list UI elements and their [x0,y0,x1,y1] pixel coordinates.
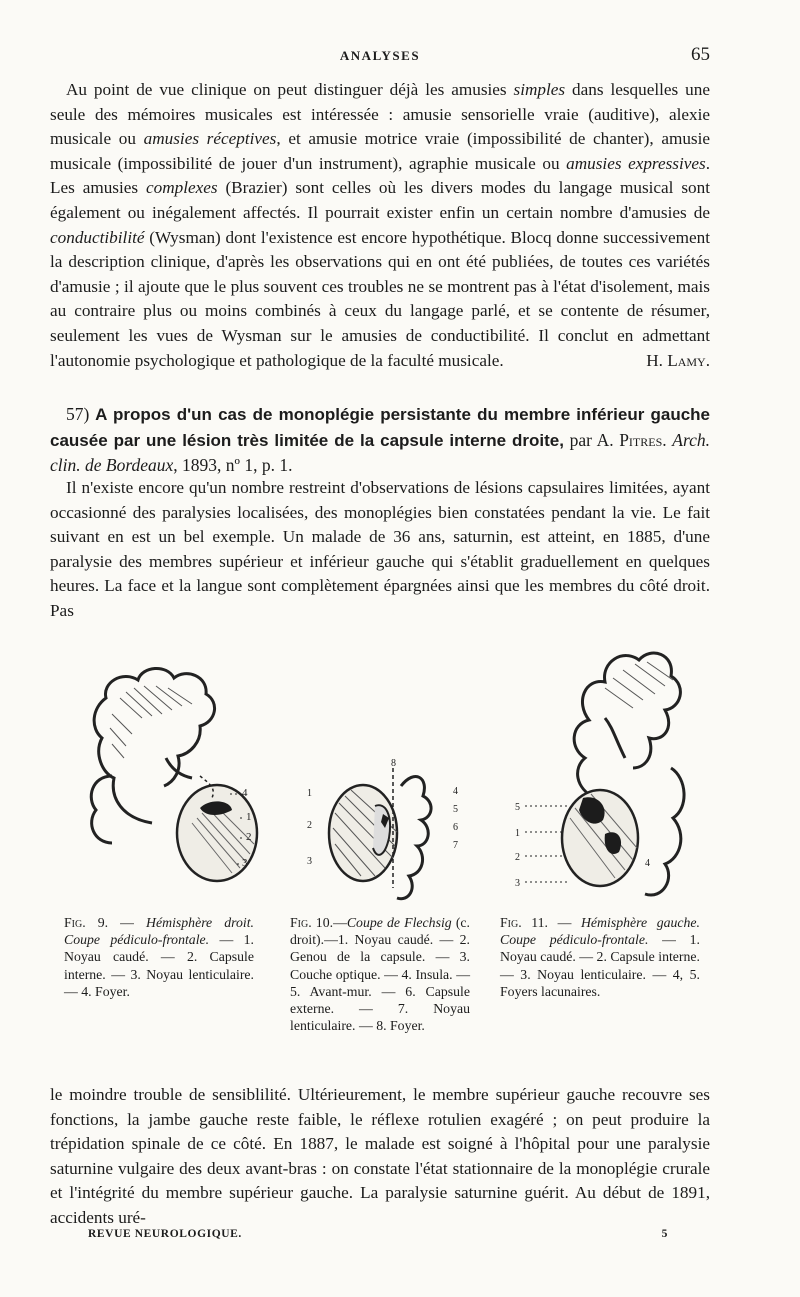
fig10-number: 5 [453,804,458,815]
fig10-number: 1 [307,788,312,799]
fig10-number: 4 [453,786,458,797]
fig11-number: 5 [515,802,520,813]
fig10-number: 8 [391,758,396,769]
figure-10-caption: Fig. 10.—Coupe de Flechsig (c. droit).—1. Noyau caudé. — 2. Genou de la capsule. — 3. Couche optique. — 4. Insula. — 5. Avant-mur. — 6. Capsule externe. — 7. Noyau lenticulaire. — 8. Foyer. [290,915,470,1034]
fig11-number: 3 [515,878,520,889]
figures-row [50,628,710,1068]
citation: , 1893, nº 1, p. 1. [173,455,293,476]
journal-name: Arch. clin. de Bordeaux [50,429,711,476]
paragraph-case: Il n'existe encore qu'un nombre restreint d'observations de lésions capsulaires limitées, ayant occasionné des paralysies localisées, des monoplégies bien constatées pendant la vie. Le fait suivant en est un bel exemple. Un malade de 36 ans, saturnin, est atteint, en 1885, d'une paralysie des membres supérieur et inférieur gauche qui s'établit graduellement en quelques heures. La face et la langue sont complètement épargnées ainsi que les membres du côté droit. Pas [50,478,710,620]
fig11-title: Hémisphère gauche. Coupe pédiculo-frontale. [500,915,700,948]
fig11-label: Fig. 11. [500,915,548,930]
paragraph-continued: le moindre trouble de sensiblilité. Ultérieurement, le membre supérieur gauche recouvre ses fonctions, la jambe gauche reste faible, le réflexe rotulien exagéré ; on peut produire la trépidation spinale de ce côté. En 1887, le malade est soigné à l'hôpital pour une paralysie saturnine vulgaire des deux avant-bras : on constate l'état stationnaire de la monoplégie crurale et l'intégrité du membre supérieur gauche. La paralysie saturnine guérit. Au début de 1891, accidents uré- [50,1085,710,1227]
article-title: A propos d'un cas de monoplégie persistante du membre inférieur gauche causée par une lésion très limitée de la capsule interne droite, [50,405,711,450]
fig9-number: 4 [242,787,248,799]
fig10-insula-folds [397,777,431,899]
text-run: (Brazier) sont celles où les divers modes du langage musical sont également ou inégalement affectés. Il pourrait exister enfin un certain nombre d'amusies de [50,178,710,222]
signature: H. Lamy. [646,350,710,370]
figure-11-drawing [505,638,705,908]
italic-term: amusies expressives [566,153,706,173]
fig11-number: 4 [645,858,650,869]
fig10-legend: 1. Noyau caudé. — 2. Genou de la capsule. — 3. Couche optique. — 4. Insula. — 5. Avant-mur. — 6. Capsule externe. — 7. Noyau lenticulaire. — 8. Foyer. [290,932,470,1034]
fig11-cortex-outline [574,653,680,798]
figure-11-caption: Fig. 11. — Hémisphère gauche. Coupe pédiculo-frontale. — 1. Noyau caudé. — 2. Capsule interne. — 3. Noyau lenticulaire. — 4, 5. Foyers lacunaires. [500,915,700,999]
fig9-number: 2 [246,831,252,843]
italic-term: simples [513,80,566,99]
fig10-number: 2 [307,820,312,831]
running-title: ANALYSES [339,48,421,63]
fig11-legend: 1. Noyau caudé. — 2. Capsule interne. — 3. Noyau lenticulaire. — 4, 5. Foyers lacunaires. [500,932,700,999]
italic-term: conductibilité [50,227,145,247]
paragraph-amusies [50,78,710,373]
fig11-number: 1 [515,828,520,839]
signature-mark: 5 [661,1228,668,1240]
article-author: Pitres [619,429,663,450]
fig10-number: 7 [453,840,458,851]
page-header [50,44,710,68]
figure-9-drawing [82,658,262,908]
text-run: Au point de vue clinique on peut distinguer déjà les amusies [66,80,514,99]
fig9-legend: 1. Noyau caudé. — 2. Capsule interne. — 3. Noyau lenticulaire. — 4. Foyer. [64,932,254,999]
fig9-label: Fig. 9. [64,915,109,930]
fig10-number: 3 [307,856,312,867]
text-run: . Les amusies [50,153,710,198]
fig9-number: 3 [242,857,248,869]
page-number: 65 [691,44,710,65]
italic-term: amusies réceptives [143,129,277,149]
article-number: 57) [66,404,90,424]
fig9-number: 1 [246,811,252,823]
fig10-number: 6 [453,822,458,833]
page-footer [88,1228,668,1240]
text-run: dans lesquelles une seule des mémoires musicales est intéressée : amusie sensorielle vraie (auditive), alexie musicale ou [50,80,710,149]
figure-10-drawing [305,758,480,908]
article-heading: 57) A propos d'un cas de monoplégie persistante du membre inférieur gauche causée par une lésion très limitée de la capsule interne droite, par A. Pitres. Arch. clin. de Bordeaux, 1893, nº 1, p. 1. [50,404,711,476]
fig11-number: 2 [515,852,520,863]
italic-term: complexes [145,178,218,198]
fig9-title: Hémisphère droit. Coupe pédiculo-frontale. [64,915,254,948]
journal-footer: REVUE NEUROLOGIQUE. [88,1228,242,1240]
text-run: , et amusie motrice vraie (impossibilité de chanter), amusie musicale (impossibilité de jouer d'un instrument), agraphie musicale ou [50,129,711,173]
fig10-title: Coupe de Flechsig [346,915,452,930]
text-run: (Wysman) dont l'existence est encore hypothétique. Blocq donne successivement la description clinique, d'après les observations qui en ont été publiées, de toutes ces variétés d'amusie ; il ajoute que le plus souvent ces troubles ne se montrent pas à l'état d'isolement, mais au contraire plus ou moins combinés à ceux du langage parlé, et se contente de résumer, seulement les vues de Wysman sur le amusies de conductibilité. Il conclut en admettant l'autonomie psychologique et pathologique de la faculté musicale. [50,227,710,370]
figure-9-caption: Fig. 9. — Hémisphère droit. Coupe pédiculo-frontale. — 1. Noyau caudé. — 2. Capsule interne. — 3. Noyau lenticulaire. — 4. Foyer. [64,915,254,999]
fig10-label: Fig. 10. [290,915,334,930]
